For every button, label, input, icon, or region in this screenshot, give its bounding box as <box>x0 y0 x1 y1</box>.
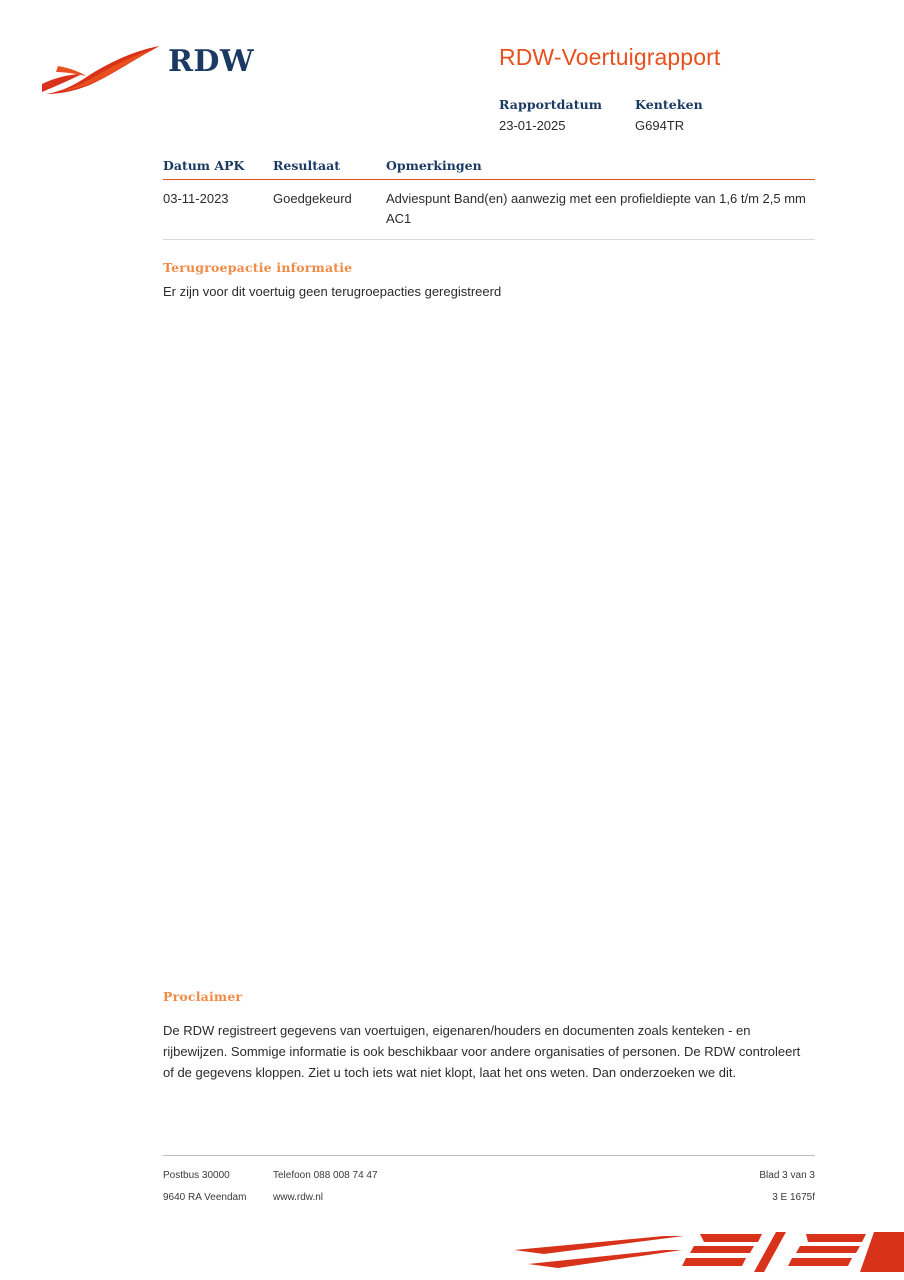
rapportdatum-value: 23-01-2025 <box>499 118 566 133</box>
rdw-logo <box>40 36 260 96</box>
footer-contact-line1: Telefoon 088 008 74 47 <box>273 1170 378 1181</box>
apk-table <box>163 158 815 240</box>
recall-section <box>163 260 815 303</box>
cell-opmerkingen: Adviespunt Band(en) aanwezig met een profieldiepte van 1,6 t/m 2,5 mm AC1 <box>386 191 806 227</box>
column-header-resultaat: Resultaat <box>273 158 340 173</box>
kenteken-value: G694TR <box>635 118 685 133</box>
disclaimer-section-body: De RDW registreert gegevens van voertuigen, eigenaren/houders en documenten zoals kenteken - en rijbewijzen. Sommige informatie is ook beschikbaar voor andere organisaties of personen. De RDW controleert of de gegevens kloppen. Ziet u toch iets wat niet klopt, laat het ons weten. Dan onderzoeken we dit. <box>163 1023 801 1080</box>
apk-table-header <box>163 158 815 180</box>
column-header-opmerkingen: Opmerkingen <box>386 158 482 173</box>
report-meta <box>499 97 829 133</box>
rdw-feather-logo-icon <box>40 44 165 96</box>
page-title: RDW-Voertuigrapport <box>499 44 721 70</box>
recall-section-body: Er zijn voor dit voertuig geen terugroepacties geregistreerd <box>163 284 502 299</box>
footer-decoration-icon <box>514 1220 904 1280</box>
table-row <box>163 180 815 240</box>
footer-page-info: Blad 3 van 3 <box>759 1170 815 1181</box>
cell-datum-apk: 03-11-2023 <box>163 191 229 206</box>
page-footer <box>163 1155 815 1214</box>
footer-website[interactable]: www.rdw.nl <box>273 1192 324 1203</box>
disclaimer-section <box>163 989 803 1083</box>
cell-resultaat: Goedgekeurd <box>273 191 352 206</box>
footer-form-code: 3 E 1675f <box>772 1192 815 1203</box>
footer-address-line1: Postbus 30000 <box>163 1170 230 1181</box>
disclaimer-section-title: Proclaimer <box>163 989 243 1004</box>
footer-address-line2: 9640 RA Veendam <box>163 1192 247 1203</box>
rdw-logo-text: RDW <box>168 44 255 79</box>
kenteken-label: Kenteken <box>635 97 703 112</box>
rapportdatum-label: Rapportdatum <box>499 97 603 112</box>
column-header-datum-apk: Datum APK <box>163 158 245 173</box>
recall-section-title: Terugroepactie informatie <box>163 260 353 275</box>
